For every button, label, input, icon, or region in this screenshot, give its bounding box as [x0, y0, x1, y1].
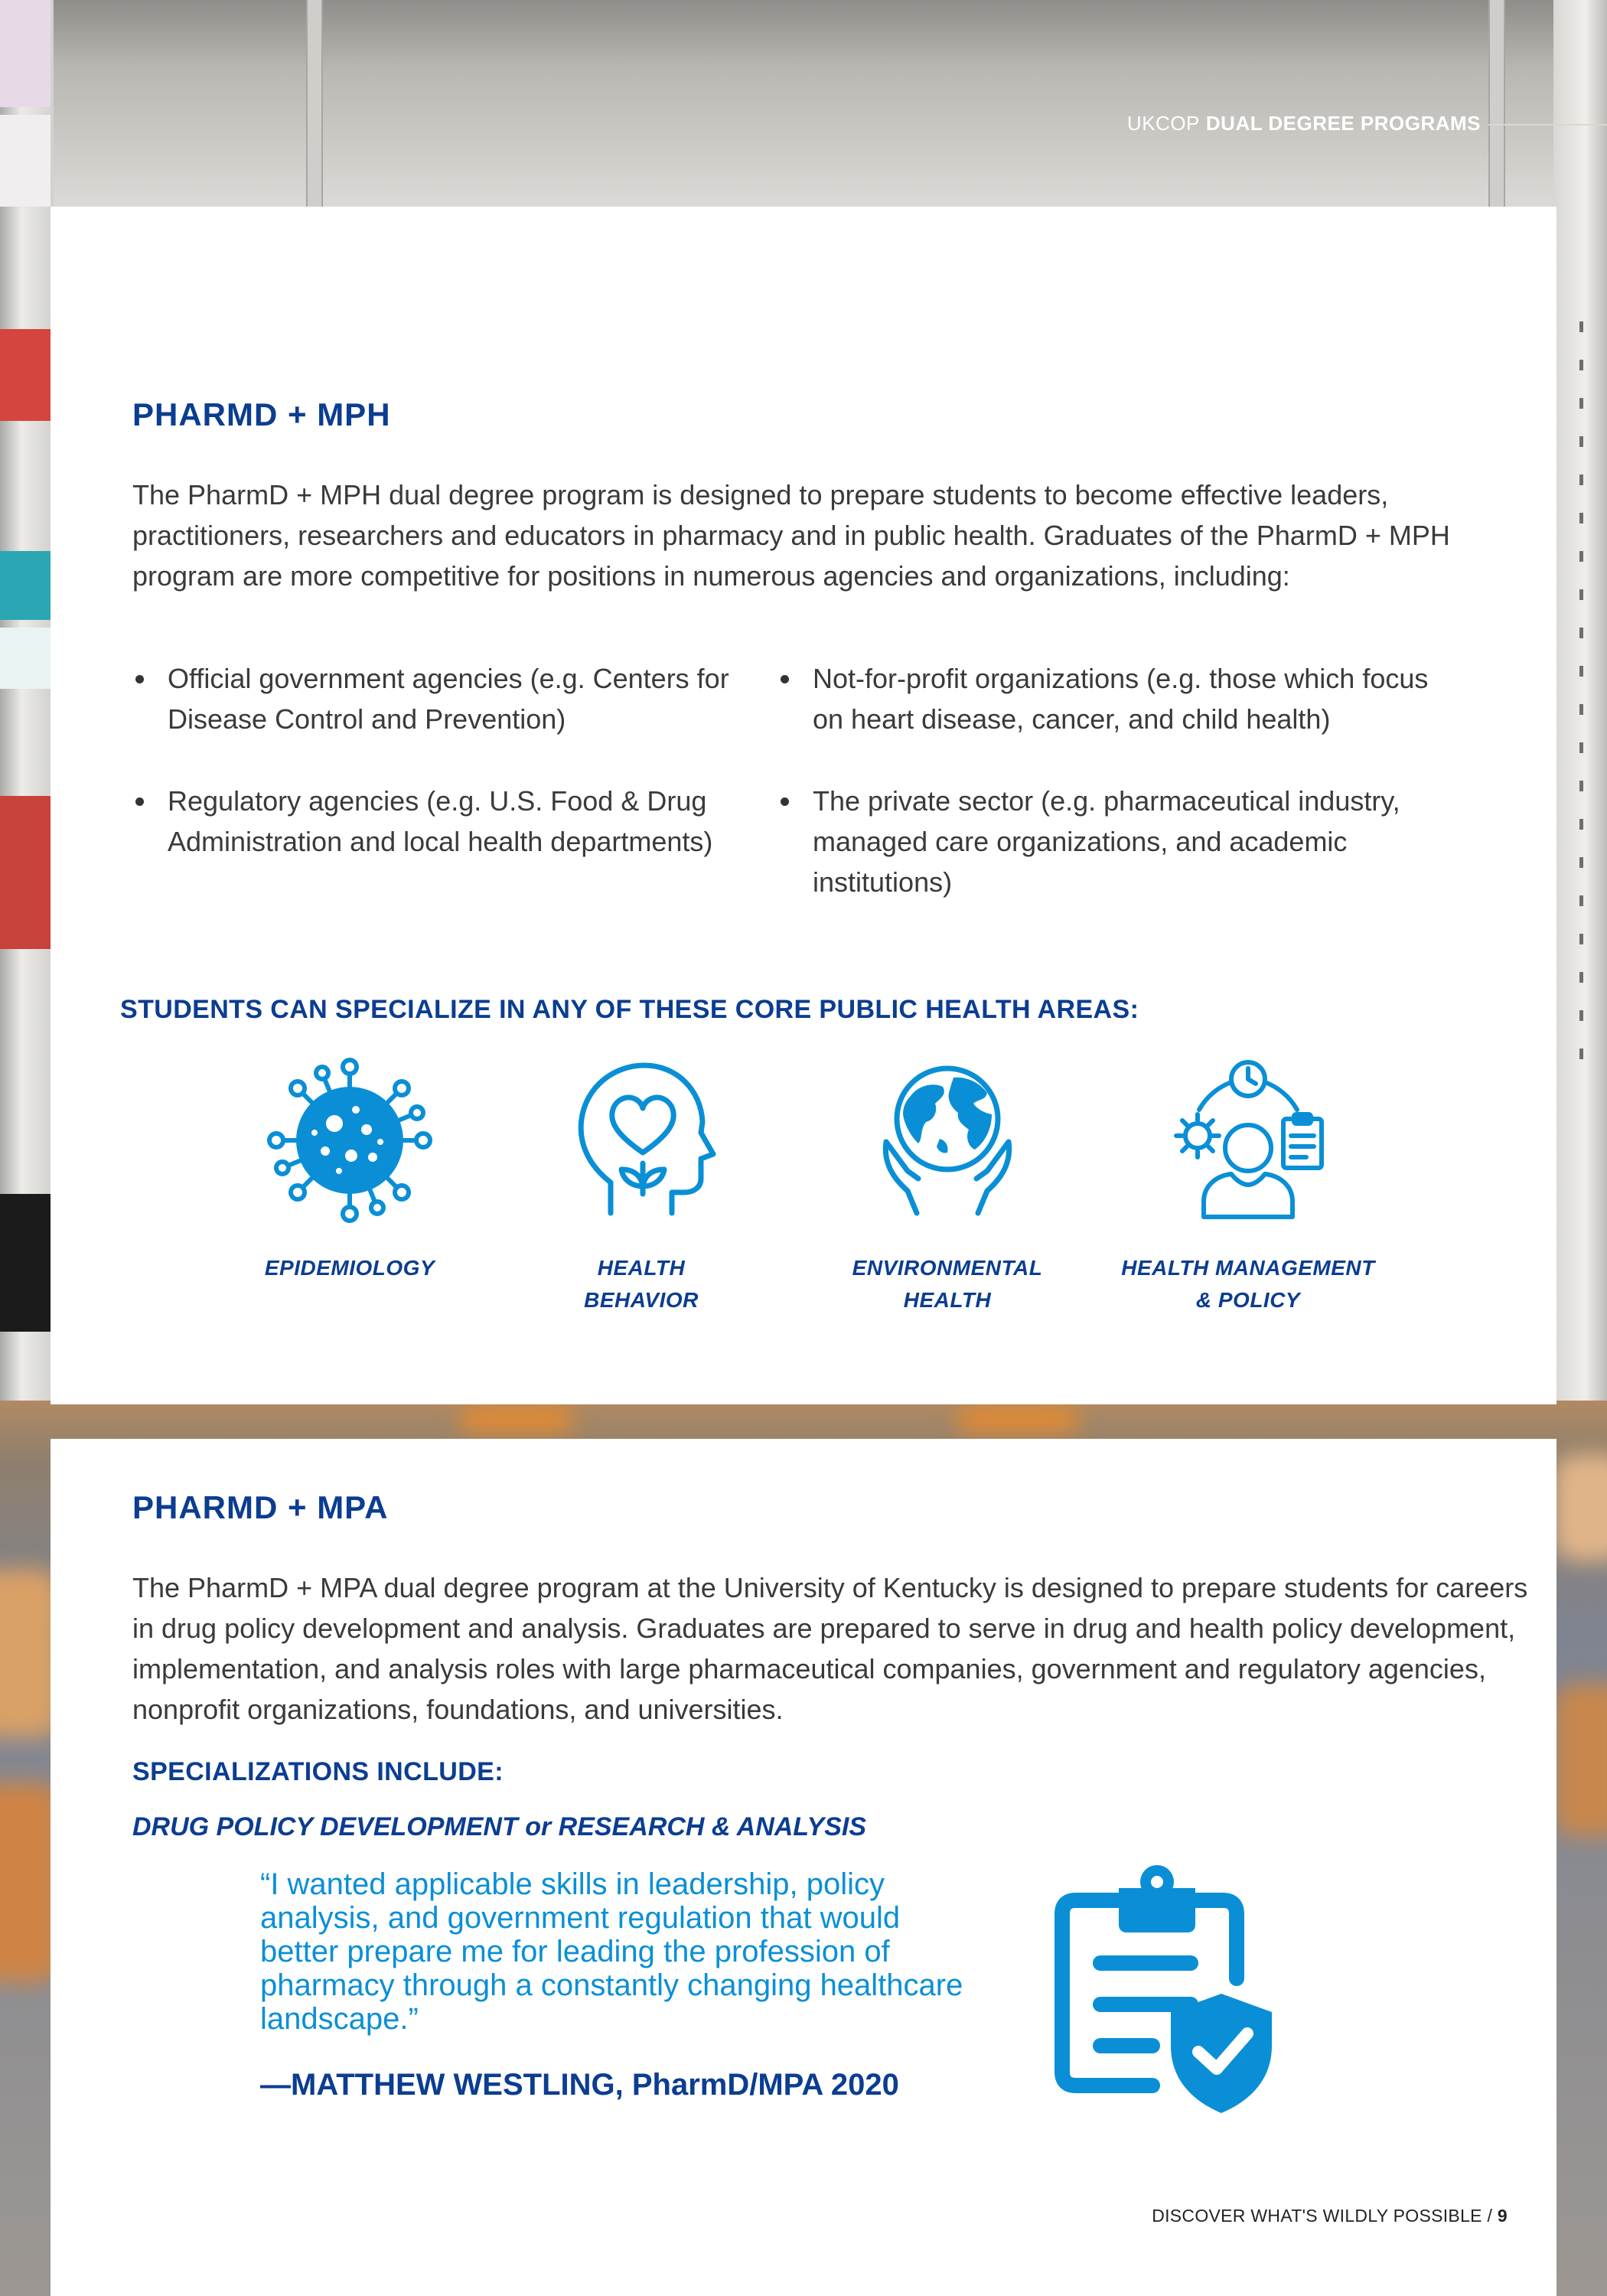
- list-item: [132, 781, 768, 862]
- clipboard-shield-icon: [1045, 1864, 1290, 2124]
- quote-attribution: —MATTHEW WESTLING, PharmD/MPA 2020: [260, 2068, 899, 2102]
- running-header: [1127, 112, 1481, 135]
- bullet-dot: [781, 675, 789, 683]
- bullet-dot: [135, 797, 144, 806]
- bullet-text: Not-for-profit organizations (e.g. those which focus on heart disease, cancer, and child health): [813, 663, 1429, 735]
- virus-icon: [266, 1056, 434, 1225]
- list-item: [132, 658, 768, 739]
- areas-heading: STUDENTS CAN SPECIALIZE IN ANY OF THESE CORE PUBLIC HEALTH AREAS:: [120, 995, 1139, 1024]
- head-heart-icon: [557, 1056, 725, 1225]
- mph-card: [51, 207, 1556, 1404]
- bullet-dot: [135, 675, 144, 683]
- mpa-intro: The PharmD + MPA dual degree program at the University of Kentucky is designed to prepare students for careers in drug policy development and analysis. Graduates are prepared to serve in drug and health policy development, implementation, and analysis roles with large pharmaceutical companies, government and regulatory agencies, nonprofit organizations, foundations, and universities.: [132, 1572, 1528, 1725]
- list-item: [777, 658, 1451, 739]
- bullet-text: Official government agencies (e.g. Centers for Disease Control and Prevention): [168, 663, 729, 735]
- header-prefix: UKCOP: [1126, 112, 1200, 135]
- list-item: [777, 781, 1451, 902]
- area-label-environmental-health: ENVIRONMENTAL HEALTH: [852, 1256, 1043, 1312]
- area-label-epidemiology: EPIDEMIOLOGY: [264, 1256, 435, 1280]
- page-number: 9: [1497, 2206, 1508, 2226]
- mpa-title: PHARMD + MPA: [132, 1489, 389, 1525]
- bullet-dot: [781, 797, 789, 806]
- area-label-health-management-policy: HEALTH MANAGEMENT & POLICY: [1121, 1256, 1375, 1312]
- page-footer: [1152, 2206, 1508, 2226]
- mph-bullets-left: [132, 658, 768, 903]
- footer-text: DISCOVER WHAT'S WILDLY POSSIBLE /: [1152, 2206, 1493, 2226]
- area-environmental-health: [825, 1056, 1070, 1316]
- student-quote: “I wanted applicable skills in leadership, policy analysis, and government regulation that would better prepare me for leading the profession of pharmacy through a constantly changing healthcare landscape.”: [260, 1867, 963, 2036]
- area-health-behavior: [526, 1056, 756, 1316]
- area-epidemiology: [235, 1056, 464, 1284]
- header-title: DUAL DEGREE PROGRAMS: [1205, 112, 1481, 135]
- mph-bullets-right: [777, 658, 1451, 944]
- left-shelf: [0, 0, 54, 1424]
- mph-intro: The PharmD + MPH dual degree program is designed to prepare students to become effective leaders, practitioners, researchers and educators in pharmacy and in public health. Graduates of the PharmD + MPH program are more competitive for positions in numerous agencies and organizations, including:: [132, 479, 1450, 592]
- specializations-list: DRUG POLICY DEVELOPMENT or RESEARCH & ANALYSIS: [132, 1812, 867, 1841]
- area-label-health-behavior: HEALTH BEHAVIOR: [584, 1256, 699, 1312]
- specializations-heading: SPECIALIZATIONS INCLUDE:: [132, 1757, 504, 1786]
- areas-grid: [51, 1056, 1556, 1378]
- mph-title: PHARMD + MPH: [132, 396, 391, 432]
- bullet-text: Regulatory agencies (e.g. U.S. Food & Drug Administration and local health departments): [168, 785, 713, 857]
- header-rule: [1488, 124, 1607, 126]
- bullet-text: The private sector (e.g. pharmaceutical industry, managed care organizations, and academic institutions): [813, 785, 1400, 898]
- globe-hands-icon: [863, 1056, 1032, 1225]
- manager-clipboard-icon: [1164, 1056, 1332, 1225]
- mpa-card: [51, 1439, 1556, 2296]
- right-shelf: [1553, 0, 1607, 1424]
- area-health-management-policy: [1103, 1056, 1393, 1316]
